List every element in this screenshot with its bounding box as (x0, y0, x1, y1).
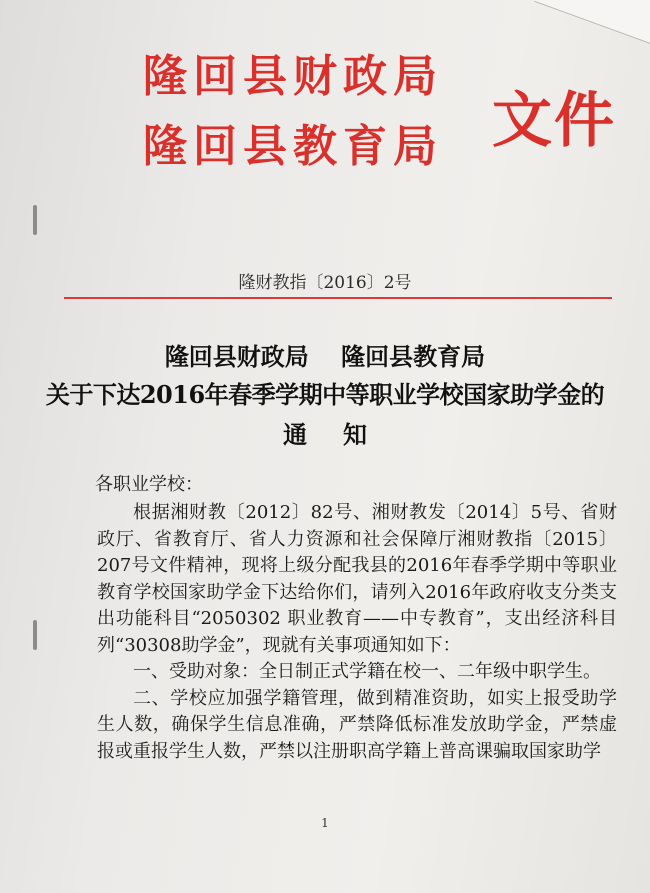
salutation: 各职业学校： (95, 474, 203, 495)
document-type-label: 文件 (492, 86, 616, 156)
body-paragraph-intro: 根据湘财教〔2012〕82号、湘财教发〔2014〕5号、省财政厅、省教育厅、省人力资源和社会保障厅湘财教指〔2015〕207号文件精神，现将上级分配我县的2016年春季学期中等职业教育学校国家助学金下达给你们，请列入2016年政府收支分类支出功能科目“2050302 职业教育——中专教育”，支出经济科目列“30308助学金”，现就有关事项通知如下： (97, 502, 617, 656)
title-notice: 通知 (283, 420, 403, 449)
issuer-education-bureau: 隆回县教育局 (143, 121, 443, 172)
body-paragraph-item-1: 一、受助对象：全日制正式学籍在校一、二年级中职学生。 (133, 661, 601, 682)
body-paragraph-item-2: 二、学校应加强学籍管理，做到精准资助，如实上报受助学生人数，确保学生信息准确，严禁降低标准发放助学金，严禁虚报或重报学生人数，严禁以注册职高学籍上普高课骗取国家助学 (97, 687, 617, 762)
title-issuers: 隆回县财政局 隆回县教育局 (164, 342, 486, 371)
document-body (97, 500, 617, 765)
folded-corner (534, 0, 650, 57)
staple-bottom (33, 620, 37, 650)
document-number: 隆财教指〔2016〕2号 (238, 273, 412, 293)
page-number: 1 (321, 816, 329, 830)
red-divider-line (64, 297, 612, 299)
issuer-finance-bureau: 隆回县财政局 (143, 51, 443, 102)
title-subject: 关于下达2016年春季学期中等职业学校国家助学金的 (45, 380, 605, 409)
staple-top (33, 205, 37, 235)
